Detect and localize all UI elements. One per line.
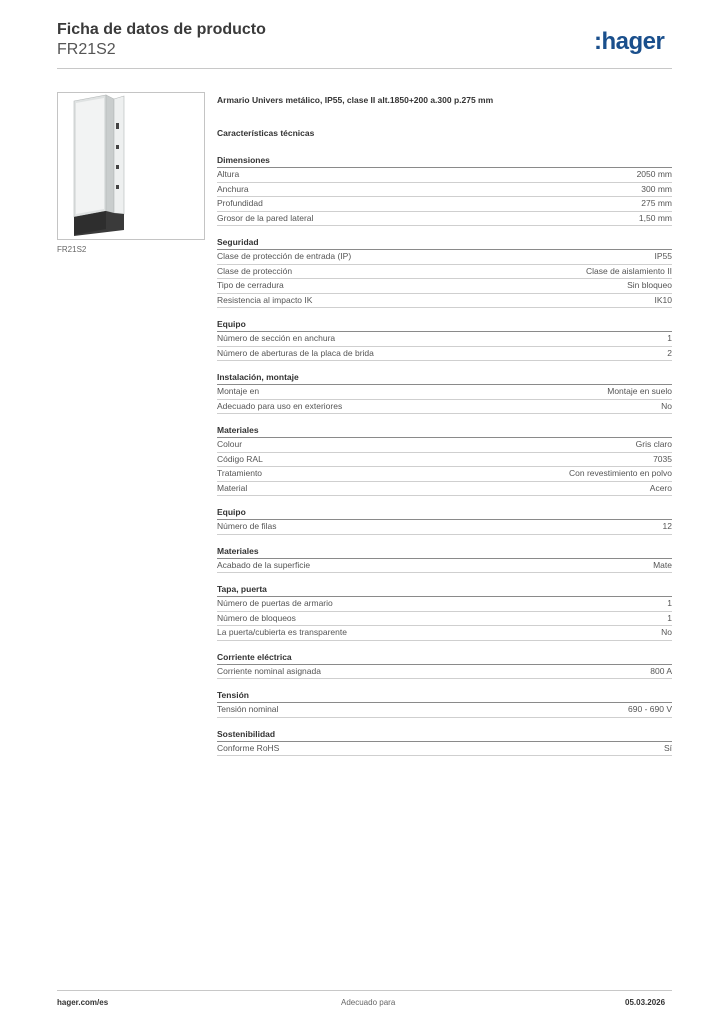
spec-row [217,294,672,309]
spec-row [217,168,672,183]
section-title: Seguridad [217,236,672,250]
spec-value: Mate [653,559,672,570]
spec-value: No [661,400,672,411]
section-tension [217,689,672,718]
spec-label: Adecuado para uso en exteriores [217,400,343,411]
spec-label: Profundidad [217,198,263,208]
footer-note: Adecuado para [341,998,396,1007]
hager-logo: :hager [594,28,665,55]
spec-value: 2 [667,347,672,358]
section-sostenibilidad [217,728,672,757]
spec-label: Clase de protección de entrada (IP) [217,251,352,261]
spec-value: 1 [667,598,672,608]
image-caption: FR21S2 [57,245,87,254]
spec-row [217,438,672,453]
spec-row [217,482,672,497]
spec-value: 2050 mm [636,169,672,179]
spec-label: Tipo de cerradura [217,280,284,290]
spec-row [217,332,672,347]
section-title: Materiales [217,424,672,438]
spec-label: Corriente nominal asignada [217,665,321,676]
spec-row [217,265,672,280]
product-image [57,92,205,240]
spec-value: 1,50 mm [638,212,672,223]
spec-row [217,703,672,718]
spec-label: Tratamiento [217,468,263,478]
section-corriente-electrica [217,651,672,680]
spec-value: Montaje en suelo [607,386,672,396]
spec-row [217,559,672,574]
product-description: Armario Univers metálico, IP55, clase II alt.1850+200 a.300 p.275 mm [217,95,494,105]
header-divider [57,68,672,69]
spec-label: Acabado de la superficie [217,559,311,570]
section-title: Dimensiones [217,154,672,168]
spec-label: Número de bloqueos [217,612,296,623]
spec-label: Número de aberturas de la placa de brida [217,347,374,358]
spec-row [217,400,672,415]
spec-label: Conforme RoHS [217,742,280,753]
spec-row [217,279,672,294]
section-title: Sostenibilidad [217,728,672,742]
footer-date: 05.03.2026 [625,998,666,1007]
spec-label: Resistencia al impacto IK [217,294,313,305]
footer-website-link[interactable]: hager.com/es [57,998,109,1007]
section-materiales [217,424,672,496]
spec-label: Grosor de la pared lateral [217,212,314,223]
section-title: Corriente eléctrica [217,651,672,665]
section-title: Tensión [217,689,672,703]
spec-row [217,347,672,362]
spec-row [217,183,672,198]
spec-value: Clase de aislamiento II [586,265,672,276]
section-materiales-acabado [217,545,672,574]
spec-row [217,612,672,627]
page-title: Ficha de datos de producto [57,21,266,38]
spec-value: 1 [667,333,672,343]
footer-divider [57,990,672,991]
spec-value: 800 A [650,665,672,676]
spec-value: Sin bloqueo [627,280,672,290]
spec-label: Colour [217,439,243,449]
spec-row [217,467,672,482]
spec-label: Clase de protección [217,265,293,276]
spec-value: 275 mm [641,198,672,208]
spec-row [217,453,672,468]
spec-label: La puerta/cubierta es transparente [217,627,347,637]
spec-row [217,250,672,265]
spec-label: Altura [217,169,240,179]
spec-label: Número de filas [217,521,277,531]
section-equipo-filas [217,506,672,535]
section-title: Equipo [217,318,672,332]
spec-row [217,385,672,400]
spec-label: Material [217,482,248,493]
spec-value: IK10 [654,294,672,305]
section-dimensiones [217,154,672,226]
cabinet-illustration [58,93,204,239]
spec-label: Código RAL [217,453,263,464]
spec-row [217,742,672,757]
spec-label: Número de puertas de armario [217,598,333,608]
spec-value: IP55 [654,251,672,261]
spec-label: Número de sección en anchura [217,333,336,343]
section-instalacion-montaje [217,371,672,414]
section-title: Instalación, montaje [217,371,672,385]
product-reference: FR21S2 [57,41,116,58]
spec-value: Acero [649,482,672,493]
spec-value: Con revestimiento en polvo [568,468,672,478]
spec-label: Tensión nominal [217,704,279,714]
spec-row [217,212,672,227]
spec-label: Anchura [217,183,249,194]
technical-characteristics-heading: Características técnicas [217,128,315,138]
section-title: Tapa, puerta [217,583,672,597]
spec-value: Gris claro [635,439,672,449]
spec-value: Sí [663,742,672,753]
spec-value: 7035 [653,453,672,464]
spec-row [217,197,672,212]
spec-label: Montaje en [217,386,260,396]
section-title: Materiales [217,545,672,559]
spec-value: 300 mm [641,183,672,194]
spec-value: 1 [667,612,672,623]
spec-value: 690 - 690 V [628,704,672,714]
spec-row [217,626,672,641]
spec-value: 12 [662,521,672,531]
section-equipo [217,318,672,361]
spec-row [217,597,672,612]
spec-value: No [661,627,672,637]
spec-row [217,520,672,535]
section-title: Equipo [217,506,672,520]
spec-row [217,665,672,680]
datasheet-content [217,95,672,766]
section-seguridad [217,236,672,308]
document-header [57,20,266,60]
section-tapa-puerta [217,583,672,641]
